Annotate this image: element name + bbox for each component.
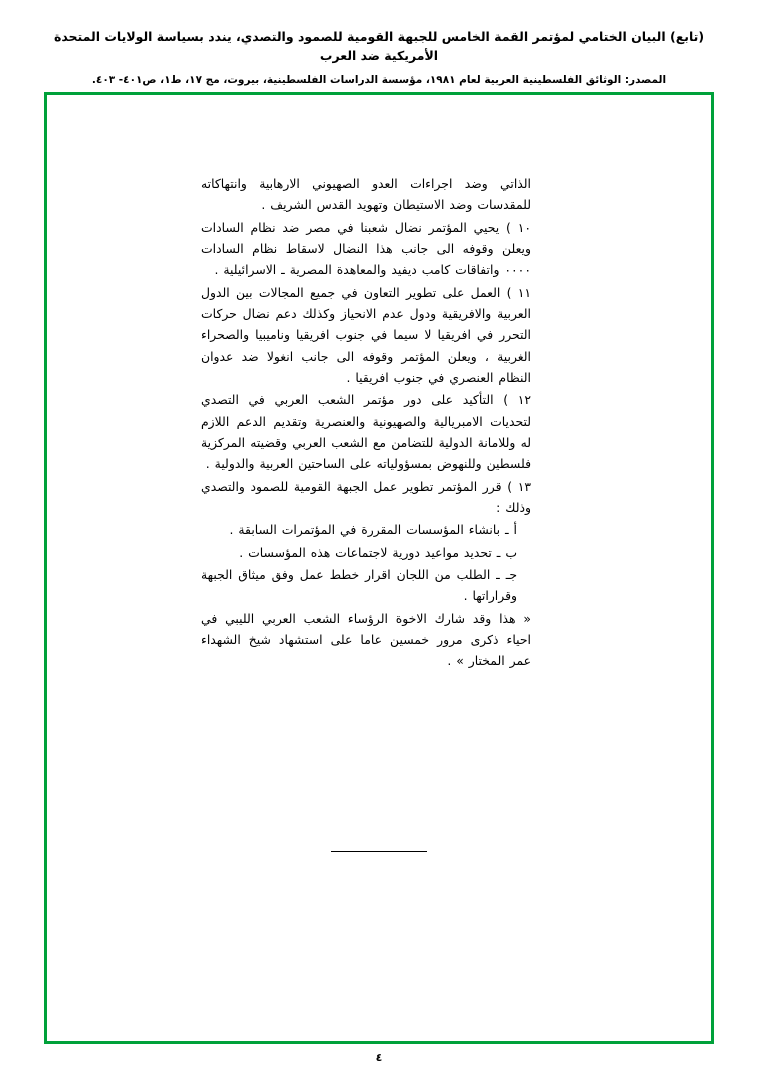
page-number: ٤ (375, 1051, 383, 1064)
document-body (201, 173, 531, 673)
document-title: (تابع) البيان الختامي لمؤتمر القمة الخامس للجبهة القومية للصمود والتصدي، يندد بسياسة الولايات المتحدة الأمريكية ضد العرب (53, 29, 705, 63)
document-source-line: المصدر: الوثائق الفلسطينية العربية لعام ١٩٨١، مؤسسة الدراسات الفلسطينية، بيروت، مج ١٧، ط١، ص٤٠١- ٤٠٣. (91, 73, 667, 86)
page-header (0, 0, 758, 88)
green-border-frame (44, 92, 714, 1044)
paragraph-closing-quote: « هذا وقد شارك الاخوة الرؤساء الشعب العربي الليبي في احياء ذكرى مرور خمسين عاما على استشهاد شيخ الشهداء عمر المختار » . (201, 610, 531, 669)
section-divider-wrapper (47, 837, 711, 856)
paragraph-item-13: ١٣ ) قرر المؤتمر تطوير عمل الجبهة القومية للصمود والتصدي وذلك : (201, 478, 531, 515)
paragraph-item-10: ١٠ ) يحيي المؤتمر نضال شعبنا في مصر ضد نظام السادات ويعلن وقوفه الى جانب هذا النضال لاسقاط نظام السادات ٠٠٠٠ واتفاقات كامب ديفيد والمعاهدة المصرية ـ الاسرائيلية . (201, 219, 531, 278)
paragraph-continued: الذاتي وضد اجراءات العدو الصهيوني الارهابية وانتهاكاته للمقدسات وضد الاستيطان وتهويد القدس الشريف . (201, 176, 531, 213)
paragraph-item-12: ١٢ ) التأكيد على دور مؤتمر الشعب العربي في التصدي لتحديات الامبريالية والصهيونية والعنصرية وتقديم الدعم اللازم له وللامانة الدولية للتضامن مع الشعب العربي وقضيته المركزية فلسطين وللنهوض بمسؤولياته على الساحتين العربية والدولية . (201, 392, 531, 472)
paragraph-item-13-c: جـ ـ الطلب من اللجان اقرار خطط عمل وفق ميثاق الجبهة وقراراتها . (201, 566, 517, 604)
paragraph-item-13-a: أ ـ بانشاء المؤسسات المقررة في المؤتمرات السابقة . (229, 522, 517, 538)
horizontal-rule (331, 851, 427, 852)
paragraph-item-13-b: ب ـ تحديد مواعيد دورية لاجتماعات هذه المؤسسات . (239, 544, 517, 560)
paragraph-item-11: ١١ ) العمل على تطوير التعاون في جميع المجالات بين الدول العربية والافريقية ودول عدم الانحياز وكذلك دعم نضال حركات التحرر في افريقيا لا سيما في جنوب افريقيا وناميبيا والصحراء الغربية ، ويعلن المؤتمر وقوفه الى جانب انغولا ضد عدوان النظام العنصري في جنوب افريقيا . (201, 284, 531, 385)
